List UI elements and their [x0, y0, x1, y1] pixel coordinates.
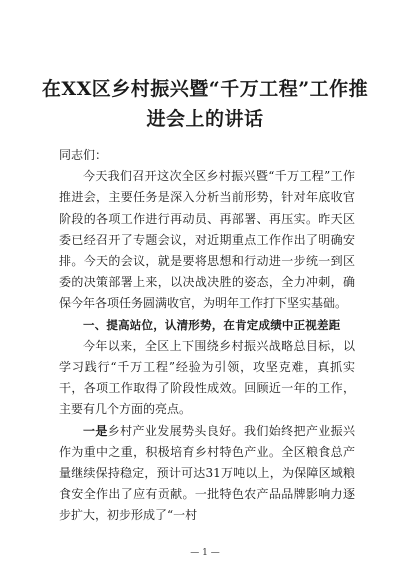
point-paragraph	[59, 421, 355, 527]
section-paragraph: 今年以来，全区上下围绕乡村振兴战略总目标，以学习践行“千万工程”经验为引领，攻坚克难，真抓实干，各项工作取得了阶段性成效。回顾近一年的工作，主要有几个方面的亮点。	[59, 338, 355, 417]
document-body	[59, 145, 355, 527]
title-line-2: 进会上的讲话	[146, 108, 264, 130]
greeting: 同志们：	[59, 148, 108, 162]
page-number: — 1 —	[190, 548, 220, 558]
intro-paragraph: 今天我们召开这次全区乡村振兴暨“千万工程”工作推进会，主要任务是深入分析当前形势，针对年底收官阶段的各项工作进行再动员、再部署、再压实。昨天区委已经召开了专题会议，对近期重点工作作出了明确安排。今天的会议，就是要将思想和行动进一步统一到区委的决策部署上来，以决战决胜的姿态，全力冲刺，确保今年各项任务圆满收官，为明年工作打下坚实基础。	[59, 169, 355, 311]
point-lead: 一是	[83, 423, 108, 438]
point-text: 乡村产业发展势头良好。我们始终把产业振兴作为重中之重，积极培育乡村特色产业。全区粮食总产量继续保持稳定，预计可达31万吨以上，为保障区域粮食安全作出了应有贡献。一批特色农产品品牌影响力逐步扩大，初步形成了“一村	[59, 423, 355, 523]
title-line-1: 在XX区乡村振兴暨“千万工程”工作推	[41, 78, 369, 100]
document-title	[30, 74, 380, 134]
section-heading: 一、提高站位，认清形势，在肯定成绩中正视差距	[83, 317, 341, 332]
